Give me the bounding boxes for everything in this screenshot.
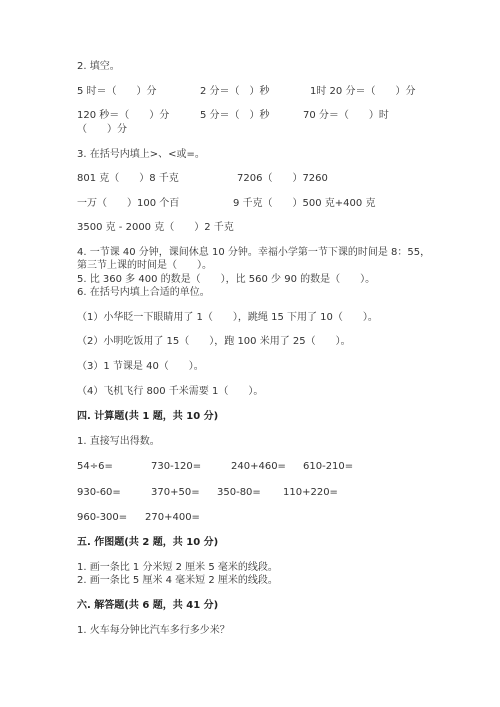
section-5-q2: 2. 画一条比 5 厘米 4 毫米短 2 厘米的线段。 (77, 575, 278, 586)
q6-item-1: （1）小华眨一下眼睛用了 1（ ），跳绳 15 下用了 10（ ）。 (77, 312, 378, 323)
calc-r1-c1: 54÷6= (77, 461, 113, 472)
q3-r1-c2: 7206（ ）7260 (237, 173, 328, 184)
q2-r2-c3: 70 分＝（ ）时 (303, 110, 389, 121)
q3-r2-c1: 一万（ ）100 个百 (77, 198, 180, 209)
q2-r2-c2: 5 分＝（ ）秒 (200, 110, 270, 121)
q2-r2-cont: （ ）分 (77, 124, 127, 135)
calc-r1-c2: 730-120= (151, 461, 202, 472)
q2-r2-c1: 120 秒＝（ ）分 (77, 110, 170, 121)
section-4-title: 四. 计算题(共 1 题，共 10 分) (77, 411, 219, 422)
calc-r3-c2: 270+400= (145, 512, 200, 523)
q2-r1-c2: 2 分＝（ ）秒 (200, 86, 270, 97)
q5-line: 5. 比 360 多 400 的数是（ ），比 560 少 90 的数是（ ）。 (77, 274, 376, 285)
q4-line-1: 4. 一节课 40 分钟，课间休息 10 分钟。幸福小学第一节下课的时间是 8：55， (77, 247, 431, 258)
q6-item-3: （3）1 节课是 40（ ）。 (77, 361, 204, 372)
q2-heading: 2. 填空。 (77, 61, 120, 72)
q2-r1-c3: 1时 20 分＝（ ）分 (310, 86, 416, 97)
q6-heading: 6. 在括号内填上合适的单位。 (77, 287, 210, 298)
calc-r1-c4: 610-210= (303, 461, 354, 472)
calc-r3-c1: 960-300= (77, 512, 128, 523)
calc-r1-c3: 240+460= (231, 461, 286, 472)
q2-r1-c1: 5 时＝（ ）分 (77, 86, 157, 97)
section-6-title: 六. 解答题(共 6 题，共 41 分) (77, 600, 219, 611)
section-5-title: 五. 作图题(共 2 题，共 10 分) (77, 537, 219, 548)
calc-r2-c3: 350-80= (217, 487, 261, 498)
q3-r1-c1: 801 克（ ）8 千克 (77, 173, 179, 184)
calc-r2-c2: 370+50= (151, 487, 200, 498)
q6-item-4: （4）飞机飞行 800 千米需要 1（ ）。 (77, 386, 264, 397)
q6-item-2: （2）小明吃饭用了 15（ ），跑 100 米用了 25（ ）。 (77, 336, 351, 347)
calc-r2-c1: 930-60= (77, 487, 121, 498)
q3-r3-c1: 3500 克 - 2000 克（ ）2 千克 (77, 222, 234, 233)
section-6-q1: 1. 火车每分钟比汽车多行多少米？ (77, 625, 230, 636)
section-5-q1: 1. 画一条比 1 分米短 2 厘米 5 毫米的线段。 (77, 562, 278, 573)
section-4-prompt: 1. 直接写出得数。 (77, 436, 160, 447)
q4-line-2: 第三节上课的时间是（ ）。 (77, 260, 212, 271)
q3-heading: 3. 在括号内填上>、<或=。 (77, 149, 205, 160)
calc-r2-c4: 110+220= (283, 487, 338, 498)
q3-r2-c2: 9 千克（ ）500 克+400 克 (233, 198, 376, 209)
